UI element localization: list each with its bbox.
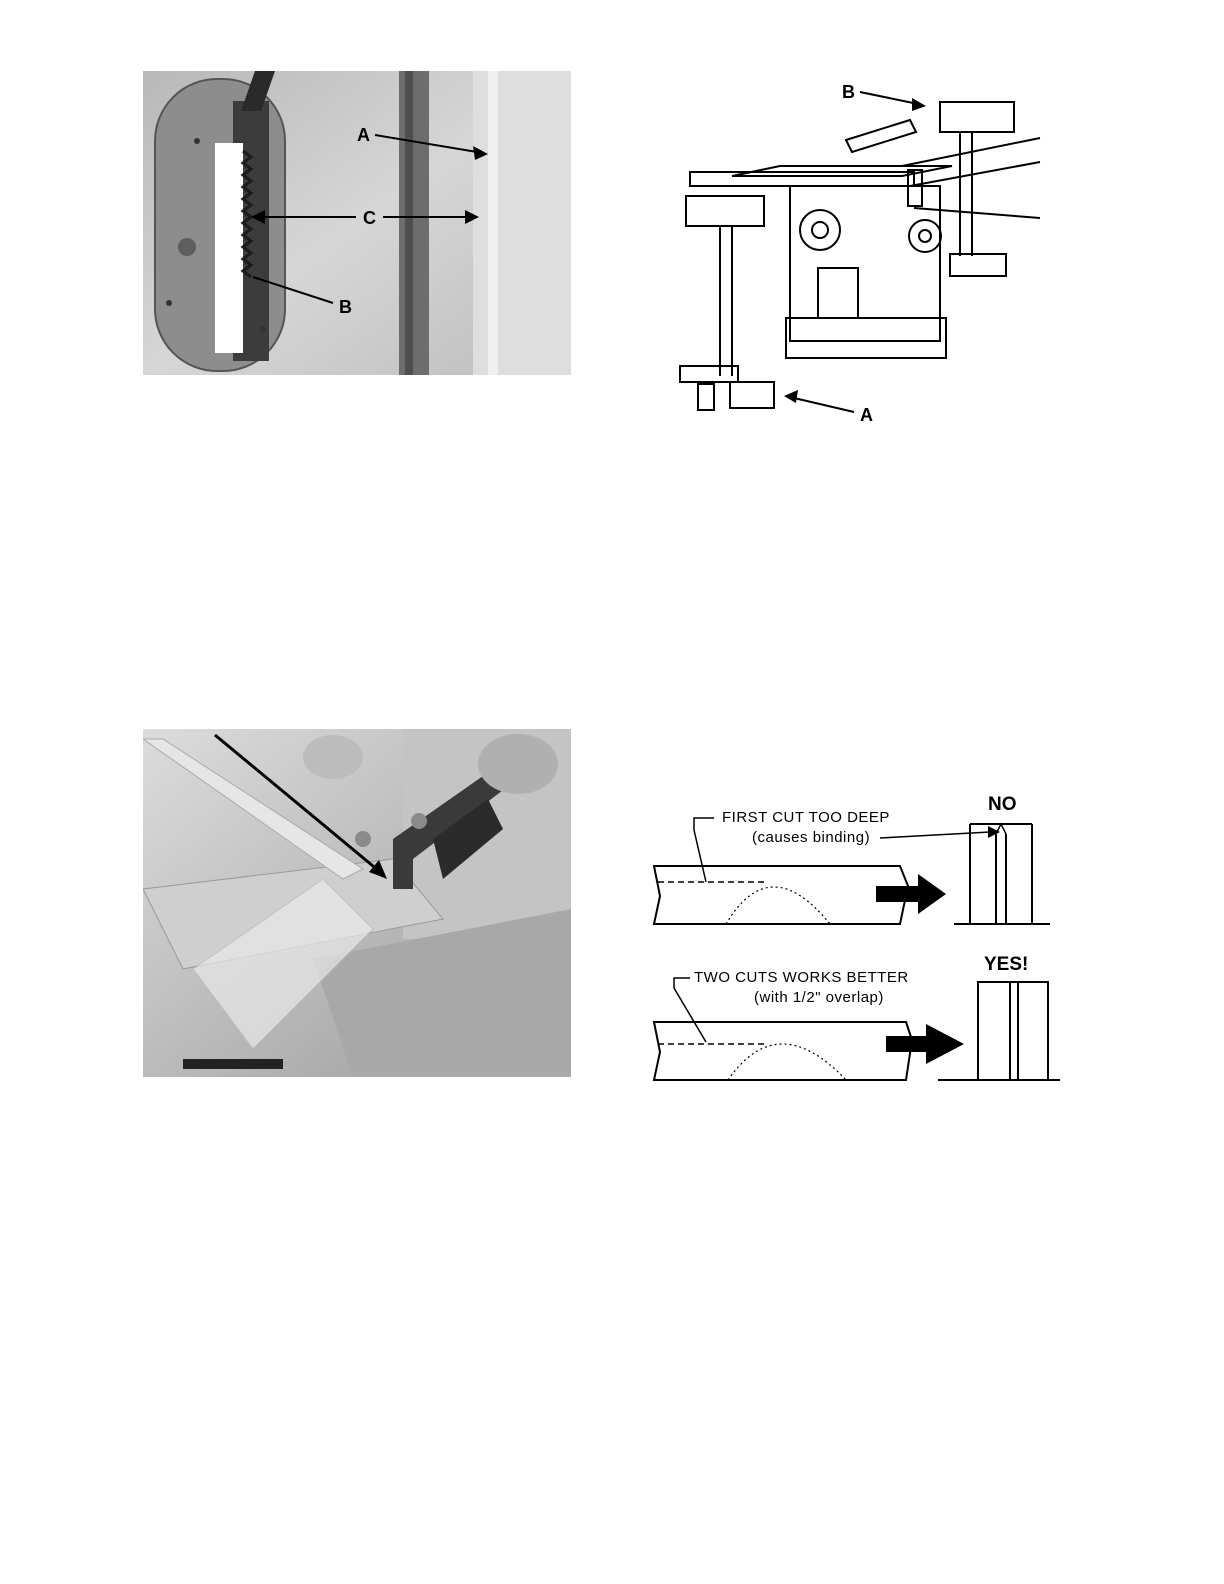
label-a: A [860,405,873,425]
push-stick-photo [143,729,571,1077]
table-saw-illustration [670,78,1046,428]
cut-depth-diagram [650,790,1070,1090]
first-cut-text: FIRST CUT TOO DEEP [722,809,890,826]
first-cut-note: (causes binding) [752,829,871,846]
label-c: C [363,208,376,228]
yes-label: YES! [984,954,1029,975]
no-label: NO [988,794,1017,815]
push-stick-illustration [143,729,571,1077]
saw-support-stands-drawing [670,78,1046,428]
two-cuts-note: (with 1/2" overlap) [754,989,884,1006]
throat-plate-photo [143,71,571,375]
cut-depth-illustration [650,790,1070,1090]
throat-plate-illustration [143,71,571,375]
label-b: B [842,82,855,102]
label-b: B [339,297,352,317]
label-a: A [357,125,370,145]
two-cuts-text: TWO CUTS WORKS BETTER [694,969,909,986]
